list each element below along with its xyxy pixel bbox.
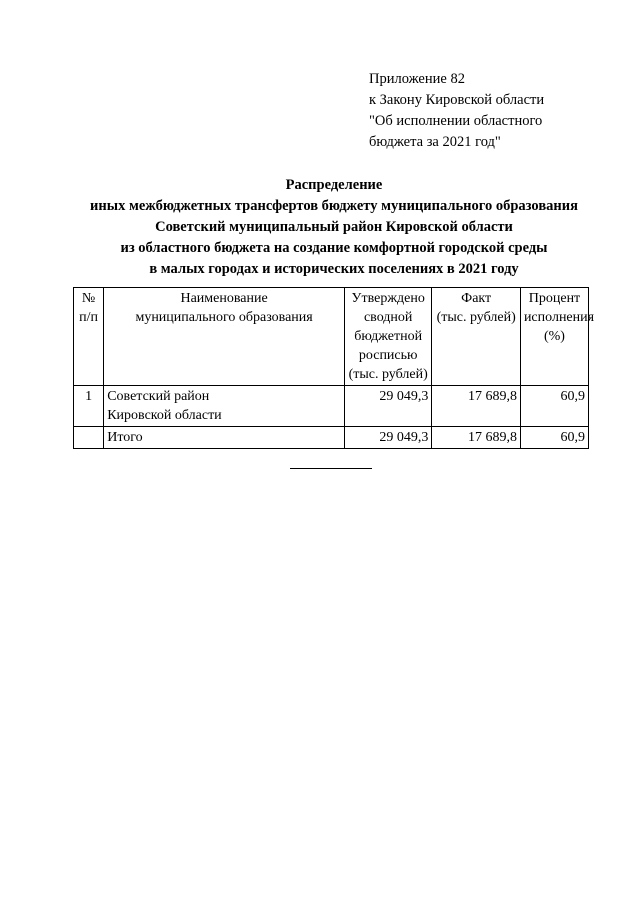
total-number-empty: [74, 427, 104, 449]
header-text: п/п: [79, 310, 99, 325]
heading-line: из областного бюджета на создание комфортной городской среды: [120, 240, 548, 256]
heading-line: в малых городах и исторических поселениях в 2021 году: [149, 261, 519, 277]
appendix-line: "Об исполнении областного: [369, 113, 543, 129]
end-divider: [290, 468, 372, 469]
appendix-reference: [369, 69, 619, 153]
heading-line: Советский муниципальный район Кировской области: [155, 219, 513, 235]
header-text: Процент: [528, 291, 581, 306]
header-text: исполнения: [523, 310, 595, 325]
row-approved: 29 049,3: [344, 386, 431, 427]
header-number: [74, 288, 104, 386]
total-approved: 29 049,3: [344, 427, 431, 449]
total-fact: 17 689,8: [432, 427, 521, 449]
header-text: (%): [543, 329, 565, 344]
table-row: [74, 386, 589, 427]
row-name: [104, 386, 345, 427]
total-row: [74, 427, 589, 449]
row-name-line: Кировской области: [107, 408, 222, 423]
table-header-row: [74, 288, 589, 386]
appendix-line: к Закону Кировской области: [369, 92, 545, 108]
header-text: Факт: [461, 291, 492, 306]
row-percent: 60,9: [520, 386, 588, 427]
header-text: росписью: [358, 348, 418, 363]
header-text: (тыс. рублей): [348, 367, 428, 382]
row-name-line: Советский район: [107, 389, 210, 404]
total-percent: 60,9: [520, 427, 588, 449]
distribution-table: [73, 287, 595, 449]
header-text: (тыс. рублей): [436, 310, 516, 325]
header-text: Наименование: [180, 291, 268, 306]
heading-title: Распределение: [285, 177, 383, 193]
appendix-line: Приложение 82: [369, 71, 465, 87]
header-approved: [344, 288, 431, 386]
heading-line: иных межбюджетных трансфертов бюджету муниципального образования: [90, 198, 578, 214]
document-heading: [0, 175, 640, 280]
row-number: 1: [74, 386, 104, 427]
header-fact: [432, 288, 521, 386]
header-text: №: [81, 291, 96, 306]
row-fact: 17 689,8: [432, 386, 521, 427]
header-text: бюджетной: [354, 329, 423, 344]
appendix-line: бюджета за 2021 год": [369, 134, 501, 150]
header-text: муниципального образования: [135, 310, 313, 325]
total-label: Итого: [104, 427, 345, 449]
header-percent: [520, 288, 595, 386]
header-name: [104, 288, 345, 386]
header-text: Утверждено: [351, 291, 425, 306]
header-text: сводной: [363, 310, 413, 325]
